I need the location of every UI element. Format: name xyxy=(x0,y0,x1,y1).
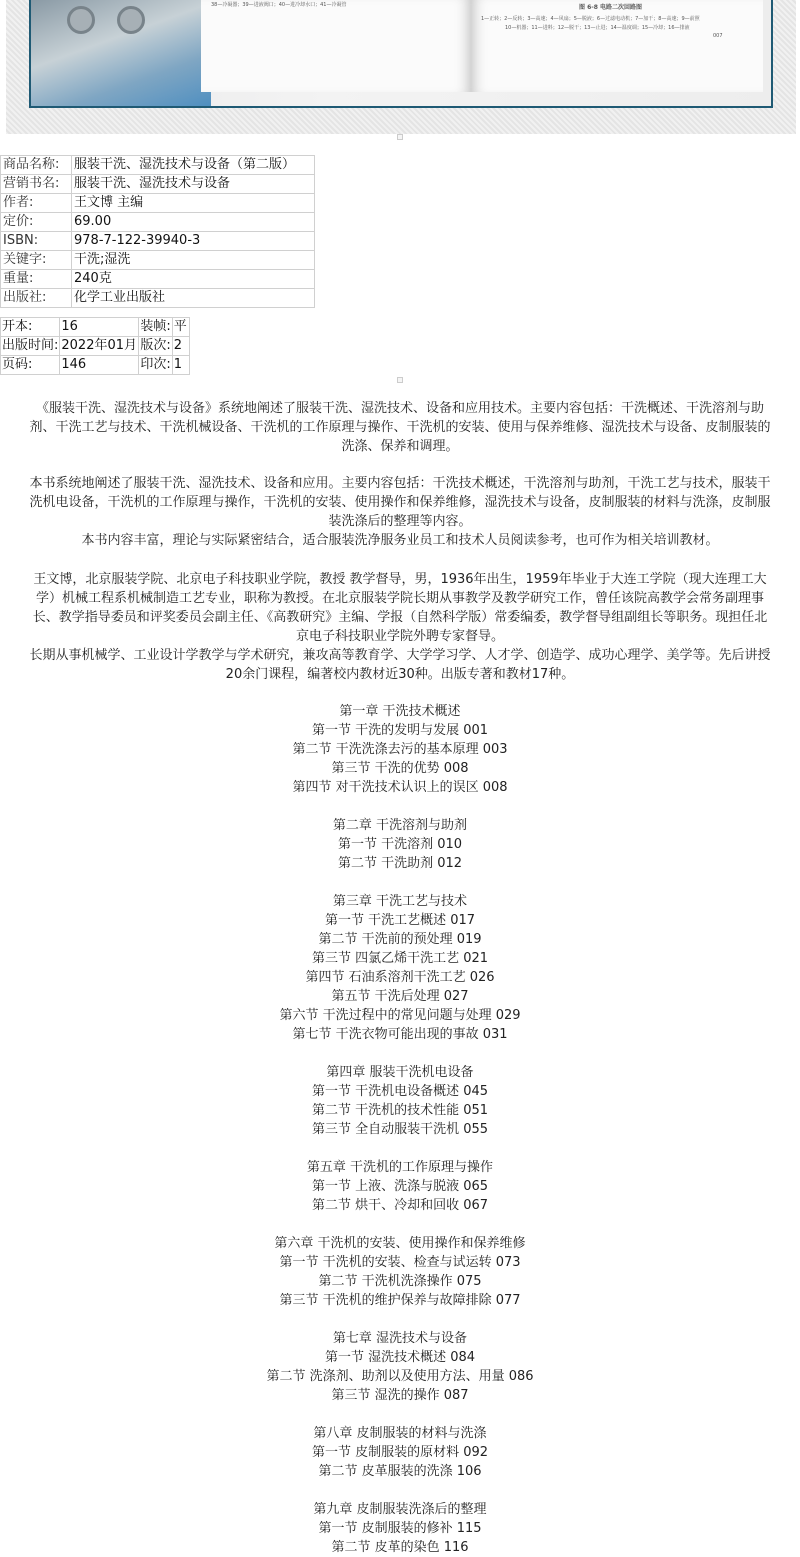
info-label: 装帧: xyxy=(139,318,172,337)
summary-line: 剂、干洗工艺与技术、干洗机械设备、干洗机的工作原理与操作、干洗机的安装、使用与保养维修、湿洗技术与设备、皮制服装的 xyxy=(29,420,771,435)
machine-hole xyxy=(117,6,145,34)
product-info-table xyxy=(0,155,315,308)
page-caption: 38—冷凝器；39—进液阀口；40—进冷却水口；41—冷凝管 xyxy=(211,2,347,8)
toc-section: 第三节 全自动服装干洗机 055 xyxy=(311,1122,489,1137)
table-row xyxy=(1,156,315,175)
table-row xyxy=(1,318,190,337)
toc-section: 第二节 烘干、冷却和回收 067 xyxy=(311,1198,489,1213)
info-value: 16 xyxy=(60,318,139,337)
toc-section: 第五节 干洗后处理 027 xyxy=(331,989,469,1004)
description-line: 本书系统地阐述了服装干洗、湿洗技术、设备和应用。主要内容包括：干洗技术概述，干洗溶剂与助剂，干洗工艺与技术，服装干 xyxy=(29,476,771,491)
author-line: 京电子科技职业学院外聘专家督导。 xyxy=(295,629,504,644)
product-photo-frame xyxy=(6,0,796,134)
toc-section: 第四节 石油系溶剂干洗工艺 026 xyxy=(305,970,495,985)
book-photo xyxy=(29,0,773,108)
info-label: 版次: xyxy=(139,337,172,356)
description-line: 洗机电设备，干洗机的工作原理与操作，干洗机的安装、使用操作和保养维修，湿洗技术与设备，皮制服装的材料与洗涤，皮制服 xyxy=(29,495,771,510)
toc-spacer xyxy=(0,1044,800,1063)
toc-spacer xyxy=(0,1215,800,1234)
table-of-contents xyxy=(0,702,800,1557)
info-value: 146 xyxy=(60,356,139,375)
toc-section: 第一节 干洗机的安装、检查与试运转 073 xyxy=(279,1255,521,1270)
toc-spacer xyxy=(0,1139,800,1158)
toc-section: 第二节 洗涤剂、助剂以及使用方法、用量 086 xyxy=(266,1369,534,1384)
section-separator xyxy=(397,377,403,383)
toc-chapter: 第二章 干洗溶剂与助剂 xyxy=(332,818,468,833)
toc-section: 第二节 干洗洗涤去污的基本原理 003 xyxy=(292,742,508,757)
toc-chapter: 第八章 皮制服装的材料与洗涤 xyxy=(313,1426,487,1441)
table-row xyxy=(1,194,315,213)
info-label: 重量: xyxy=(1,270,72,289)
toc-section: 第七节 干洗衣物可能出现的事故 031 xyxy=(292,1027,508,1042)
info-value: 干洗;湿洗 xyxy=(72,251,315,270)
info-label: 出版时间: xyxy=(1,337,60,356)
info-value: 2 xyxy=(172,337,189,356)
info-value: 69.00 xyxy=(72,213,315,232)
author-line: 王文博，北京服装学院、北京电子科技职业学院，教授 教学督导，男，1936年出生，1959年毕业于大连工学院（现大连理工大 xyxy=(33,572,767,587)
info-label: 作者: xyxy=(1,194,72,213)
toc-spacer xyxy=(0,1481,800,1500)
info-label: 营销书名: xyxy=(1,175,72,194)
toc-section: 第三节 湿洗的操作 087 xyxy=(331,1388,469,1403)
toc-section: 第二节 皮革服装的洗涤 106 xyxy=(318,1464,482,1479)
toc-spacer xyxy=(0,873,800,892)
info-label: 定价: xyxy=(1,213,72,232)
toc-section: 第六节 干洗过程中的常见问题与处理 029 xyxy=(279,1008,521,1023)
book-left-page xyxy=(201,0,471,92)
toc-section: 第二节 干洗助剂 012 xyxy=(337,856,463,871)
figure-title: 图 6-8 电路二次回路图 xyxy=(579,4,643,11)
toc-chapter: 第六章 干洗机的安装、使用操作和保养维修 xyxy=(274,1236,526,1251)
info-value: 2022年01月 xyxy=(60,337,139,356)
toc-section: 第三节 干洗机的维护保养与故障排除 077 xyxy=(279,1293,521,1308)
figure-legend-line: 1—正转；2—反转；3—高速；4—风扇；5—脱液；6—过滤电动机；7—加干；8—高速；9—前照 xyxy=(481,16,700,22)
toc-section: 第三节 干洗的优势 008 xyxy=(331,761,469,776)
author-line: 学）机械工程系机械制造工艺专业，职称为教授。在北京服装学院长期从事教学及教学研究工作，曾任该院高教学会常务副理事 xyxy=(35,591,764,606)
info-label: 开本: xyxy=(1,318,60,337)
summary-block xyxy=(0,399,800,456)
page-number: 007 xyxy=(713,33,723,39)
table-row xyxy=(1,175,315,194)
toc-section: 第二节 干洗机的技术性能 051 xyxy=(311,1103,489,1118)
info-label: ISBN: xyxy=(1,232,72,251)
toc-spacer xyxy=(0,797,800,816)
toc-chapter: 第九章 皮制服装洗涤后的整理 xyxy=(313,1502,487,1517)
info-value: 化学工业出版社 xyxy=(72,289,315,308)
description-line: 装洗涤后的整理等内容。 xyxy=(328,514,472,529)
publishing-info-table xyxy=(0,317,190,375)
table-row xyxy=(1,213,315,232)
image-separator xyxy=(397,134,403,140)
table-row xyxy=(1,289,315,308)
table-row xyxy=(1,356,190,375)
toc-chapter: 第三章 干洗工艺与技术 xyxy=(332,894,468,909)
toc-chapter: 第一章 干洗技术概述 xyxy=(339,704,461,719)
author-block xyxy=(0,570,800,684)
info-value: 978-7-122-39940-3 xyxy=(72,232,315,251)
toc-section: 第一节 皮制服装的原材料 092 xyxy=(311,1445,489,1460)
table-row xyxy=(1,270,315,289)
toc-section: 第一节 干洗工艺概述 017 xyxy=(324,913,476,928)
machine-image xyxy=(31,0,211,106)
author-line: 20余门课程，编著校内教材近30种。出版专著和教材17种。 xyxy=(225,667,575,682)
machine-hole xyxy=(67,6,95,34)
summary-line: 《服装干洗、湿洗技术与设备》系统地阐述了服装干洗、湿洗技术、设备和应用技术。主要内容包括：干洗概述、干洗溶剂与助 xyxy=(35,401,764,416)
toc-section: 第二节 干洗机洗涤操作 075 xyxy=(318,1274,482,1289)
table-row xyxy=(1,337,190,356)
info-value: 王文博 主编 xyxy=(72,194,315,213)
info-value: 1 xyxy=(172,356,189,375)
toc-section: 第一节 干洗溶剂 010 xyxy=(337,837,463,852)
info-label: 关键字: xyxy=(1,251,72,270)
toc-section: 第一节 皮制服装的修补 115 xyxy=(318,1521,482,1536)
info-value: 240克 xyxy=(72,270,315,289)
figure-legend-line: 10—机器；11—进料；12—脱干；13—止进；14—温度调；15—冷却；16—排液 xyxy=(505,25,690,31)
description-line: 本书内容丰富，理论与实际紧密结合，适合服装洗净服务业员工和技术人员阅读参考，也可作为相关培训教材。 xyxy=(81,533,719,548)
info-label: 商品名称: xyxy=(1,156,72,175)
info-value: 服装干洗、湿洗技术与设备 xyxy=(72,175,315,194)
toc-section: 第二节 干洗前的预处理 019 xyxy=(318,932,482,947)
toc-section: 第四节 对干洗技术认识上的误区 008 xyxy=(292,780,508,795)
toc-section: 第一节 干洗的发明与发展 001 xyxy=(311,723,489,738)
author-line: 长期从事机械学、工业设计学教学与学术研究，兼攻高等教育学、大学学习学、人才学、创造学、成功心理学、美学等。先后讲授 xyxy=(29,648,771,663)
table-row xyxy=(1,251,315,270)
summary-line: 洗涤、保养和调理。 xyxy=(341,439,459,454)
toc-chapter: 第五章 干洗机的工作原理与操作 xyxy=(306,1160,494,1175)
info-label: 印次: xyxy=(139,356,172,375)
toc-chapter: 第七章 湿洗技术与设备 xyxy=(332,1331,468,1346)
info-label: 出版社: xyxy=(1,289,72,308)
toc-section: 第一节 干洗机电设备概述 045 xyxy=(311,1084,489,1099)
toc-section: 第一节 上液、洗涤与脱液 065 xyxy=(311,1179,489,1194)
toc-section: 第一节 湿洗技术概述 084 xyxy=(324,1350,476,1365)
book-right-page xyxy=(471,0,763,92)
toc-chapter: 第四章 服装干洗机电设备 xyxy=(326,1065,474,1080)
toc-spacer xyxy=(0,1310,800,1329)
description-block xyxy=(0,474,800,550)
toc-section: 第三节 四氯乙烯干洗工艺 021 xyxy=(311,951,489,966)
info-value: 平 xyxy=(172,318,189,337)
info-value: 服装干洗、湿洗技术与设备（第二版） xyxy=(72,156,315,175)
author-line: 长、教学指导委员和评奖委员会副主任、《高教研究》主编、学报（自然科学版）常委编委，教学督导组副组长等职务。现担任北 xyxy=(32,610,768,625)
info-label: 页码: xyxy=(1,356,60,375)
toc-section: 第二节 皮革的染色 116 xyxy=(331,1540,469,1555)
table-row xyxy=(1,232,315,251)
toc-spacer xyxy=(0,1405,800,1424)
